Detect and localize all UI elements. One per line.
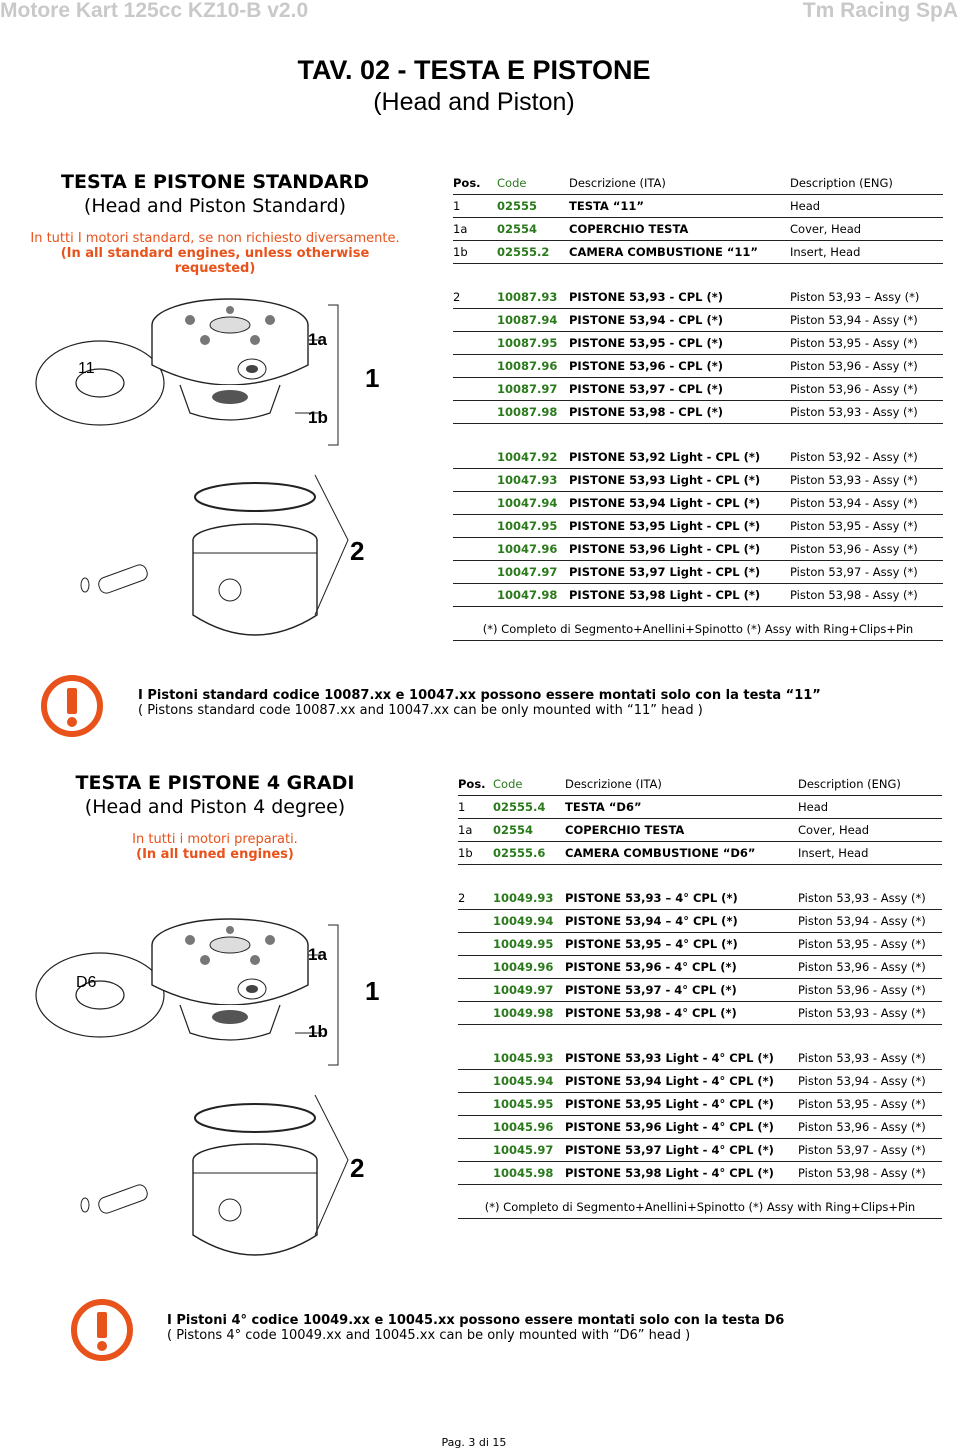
desc-eng-cell: Insert, Head [798,842,942,865]
desc-ita-cell: PISTONE 53,97 - 4° CPL (*) [565,979,798,1002]
header-left: Motore Kart 125cc KZ10-B v2.0 [0,0,309,22]
pos-cell [458,1070,493,1093]
pos-cell [458,1093,493,1116]
section-standard-table [453,172,943,607]
warning-ita: I Pistoni 4° codice 10049.xx e 10045.xx possono essere montati solo con la testa D6 [167,1313,785,1328]
section-standard-heading [20,171,410,276]
section-subtitle: (Head and Piston Standard) [83,195,347,217]
head-part-row [453,195,943,218]
desc-eng-cell: Piston 53,96 - Assy (*) [790,355,943,378]
piston-part-row [453,378,943,401]
code-cell: 10087.93 [497,286,569,309]
code-cell: 02555.2 [497,241,569,264]
callout-2: 2 [350,536,365,566]
desc-eng-cell: Piston 53,96 - Assy (*) [790,378,943,401]
pos-cell [453,469,497,492]
desc-eng-cell: Head [798,796,942,819]
desc-ita-cell: PISTONE 53,93 – 4° CPL (*) [565,887,798,910]
pos-cell [458,1162,493,1185]
page-title: TAV. 02 - TESTA E PISTONE [297,55,651,85]
desc-ita-cell: PISTONE 53,96 Light - 4° CPL (*) [565,1116,798,1139]
code-cell: 10049.93 [493,887,565,910]
desc-ita-cell: PISTONE 53,96 Light - CPL (*) [569,538,790,561]
pos-cell [453,378,497,401]
pos-cell: 1a [458,819,493,842]
piston-part-row [458,956,942,979]
pos-cell: 1 [453,195,497,218]
piston-part-row [453,584,943,607]
code-cell: 10087.94 [497,309,569,332]
code-cell: 02555 [497,195,569,218]
pos-cell [458,979,493,1002]
desc-ita-cell: PISTONE 53,98 - CPL (*) [569,401,790,424]
page-header [0,0,960,24]
combustion-insert-icon [180,385,280,420]
section-note-eng: (In all standard engines, unless otherwise requested) [60,246,370,276]
desc-eng-cell: Piston 53,93 - Assy (*) [798,887,942,910]
light-rows [458,1047,942,1185]
code-cell: 10049.96 [493,956,565,979]
footnote: (*) Completo di Segmento+Anellini+Spinotto (*) Assy with Ring+Clips+Pin [453,622,943,641]
pos-cell [453,584,497,607]
pos-cell [458,933,493,956]
desc-eng-cell: Piston 53,95 - Assy (*) [790,515,943,538]
piston-pin-icon [81,563,149,595]
desc-ita-cell: PISTONE 53,94 Light - CPL (*) [569,492,790,515]
section-subtitle: (Head and Piston 4 degree) [84,796,346,818]
code-cell: 02554 [493,819,565,842]
desc-eng-cell: Piston 53,93 - Assy (*) [790,401,943,424]
code-cell: 10087.95 [497,332,569,355]
desc-eng-cell: Piston 53,93 - Assy (*) [790,469,943,492]
code-cell: 10087.96 [497,355,569,378]
desc-ita-cell: PISTONE 53,95 Light - CPL (*) [569,515,790,538]
head-label: D6 [76,974,97,991]
section-note-ita: In tutti i motori preparati. [132,832,298,847]
callout-1: 1 [365,976,380,1006]
head-label: 11 [78,360,95,377]
piston-part-row [453,332,943,355]
pos-cell: 2 [453,286,497,309]
piston-part-row [453,401,943,424]
desc-eng-cell: Piston 53,94 - Assy (*) [790,309,943,332]
piston-part-row [453,355,943,378]
desc-ita-cell: PISTONE 53,92 Light - CPL (*) [569,446,790,469]
desc-ita-cell: PISTONE 53,93 Light - 4° CPL (*) [565,1047,798,1070]
code-cell: 10047.98 [497,584,569,607]
pos-cell: 2 [458,887,493,910]
code-cell: 10045.98 [493,1162,565,1185]
desc-eng-cell: Insert, Head [790,241,943,264]
desc-ita-cell: PISTONE 53,97 Light - CPL (*) [569,561,790,584]
pos-cell [453,515,497,538]
desc-eng-cell: Cover, Head [790,218,943,241]
pos-cell [453,355,497,378]
desc-ita-cell: COPERCHIO TESTA [569,218,790,241]
code-cell: 10045.96 [493,1116,565,1139]
piston-part-row [453,561,943,584]
code-cell: 02555.4 [493,796,565,819]
combustion-insert-icon [180,1005,280,1040]
section-note-eng: (In all tuned engines) [136,847,294,862]
desc-eng-cell: Piston 53,94 - Assy (*) [798,1070,942,1093]
pos-cell [453,309,497,332]
exclamation-icon [40,674,104,738]
pos-cell [453,332,497,355]
header-right: Tm Racing SpA [802,0,958,22]
piston-part-row [458,910,942,933]
code-cell: 10045.93 [493,1047,565,1070]
desc-ita-cell: PISTONE 53,97 Light - 4° CPL (*) [565,1139,798,1162]
cylinder-head-icon [152,919,308,1005]
exclamation-icon [70,1298,134,1362]
page-subtitle: (Head and Piston) [373,88,575,116]
piston-part-row [453,538,943,561]
desc-eng-cell: Piston 53,96 - Assy (*) [790,538,943,561]
pos-cell [458,1139,493,1162]
desc-eng-cell: Piston 53,94 - Assy (*) [790,492,943,515]
desc-ita-cell: PISTONE 53,93 Light - CPL (*) [569,469,790,492]
piston-icon [193,1104,317,1255]
desc-eng-cell: Head [790,195,943,218]
code-cell: 10049.94 [493,910,565,933]
piston-part-row [453,515,943,538]
desc-ita-cell: PISTONE 53,95 Light - 4° CPL (*) [565,1093,798,1116]
desc-ita-cell: CAMERA COMBUSTIONE “11” [569,241,790,264]
pos-cell: 1b [458,842,493,865]
desc-ita-cell: PISTONE 53,98 Light - CPL (*) [569,584,790,607]
pos-cell [458,956,493,979]
pos-cell [453,538,497,561]
code-cell: 10047.92 [497,446,569,469]
piston-part-row [458,1002,942,1025]
section-title: TESTA E PISTONE 4 GRADI [75,772,355,794]
desc-eng-cell: Piston 53,93 - Assy (*) [798,1047,942,1070]
desc-ita-cell: TESTA “D6” [565,796,798,819]
piston-part-row [458,933,942,956]
head-part-row [458,819,942,842]
desc-eng-cell: Piston 53,96 - Assy (*) [798,1116,942,1139]
code-cell: 10047.95 [497,515,569,538]
page-number: Pag. 3 di 15 [441,1436,507,1449]
head-ring-icon [36,341,164,425]
desc-ita-cell: PISTONE 53,93 - CPL (*) [569,286,790,309]
desc-eng-cell: Piston 53,98 - Assy (*) [798,1162,942,1185]
desc-eng-cell: Piston 53,96 - Assy (*) [798,979,942,1002]
section-title: TESTA E PISTONE STANDARD [61,171,369,193]
pos-cell [458,1047,493,1070]
piston-part-row [453,286,943,309]
desc-ita-cell: PISTONE 53,96 - CPL (*) [569,355,790,378]
desc-eng-cell: Piston 53,97 - Assy (*) [790,561,943,584]
footnote: (*) Completo di Segmento+Anellini+Spinotto (*) Assy with Ring+Clips+Pin [458,1200,942,1219]
pos-cell: 1b [453,241,497,264]
desc-ita-cell: COPERCHIO TESTA [565,819,798,842]
code-cell: 10047.97 [497,561,569,584]
warning-eng: ( Pistons 4° code 10049.xx and 10045.xx can be only mounted with “D6” head ) [167,1328,691,1343]
callout-2: 2 [350,1153,365,1183]
desc-ita-cell: PISTONE 53,96 - 4° CPL (*) [565,956,798,979]
desc-eng-cell: Piston 53,93 – Assy (*) [790,286,943,309]
desc-ita-cell: PISTONE 53,95 – 4° CPL (*) [565,933,798,956]
code-cell: 10045.97 [493,1139,565,1162]
pos-cell [453,446,497,469]
pos-cell: 1 [458,796,493,819]
pos-cell [458,1116,493,1139]
desc-eng-cell: Cover, Head [798,819,942,842]
desc-eng-cell: Piston 53,92 - Assy (*) [790,446,943,469]
piston-part-row [453,309,943,332]
callout-1b: 1b [308,408,328,427]
desc-ita-cell: PISTONE 53,94 - CPL (*) [569,309,790,332]
piston-part-row [458,979,942,1002]
desc-ita-cell: PISTONE 53,98 - 4° CPL (*) [565,1002,798,1025]
code-cell: 10047.93 [497,469,569,492]
warning-ita: I Pistoni standard codice 10087.xx e 10047.xx possono essere montati solo con la testa “11” [138,688,821,703]
table-header: Pos. Code Descrizione (ITA) Description (ENG) [453,172,943,195]
piston-part-row [458,1047,942,1070]
callout-1a: 1a [308,330,327,349]
piston-part-row [453,446,943,469]
code-cell: 10047.96 [497,538,569,561]
desc-ita-cell: PISTONE 53,94 – 4° CPL (*) [565,910,798,933]
desc-eng-cell: Piston 53,98 - Assy (*) [790,584,943,607]
head-part-row [453,241,943,264]
desc-eng-cell: Piston 53,94 - Assy (*) [798,910,942,933]
head-rows [458,796,942,865]
light-rows [453,446,943,607]
desc-eng-cell: Piston 53,96 - Assy (*) [798,956,942,979]
code-cell: 10047.94 [497,492,569,515]
pos-cell [458,910,493,933]
head-part-row [453,218,943,241]
pos-cell [453,492,497,515]
code-cell: 02555.6 [493,842,565,865]
head-ring-icon [36,953,164,1037]
desc-eng-cell: Piston 53,95 - Assy (*) [798,933,942,956]
head-part-row [458,842,942,865]
desc-eng-cell: Piston 53,95 - Assy (*) [790,332,943,355]
code-cell: 10045.94 [493,1070,565,1093]
desc-eng-cell: Piston 53,93 - Assy (*) [798,1002,942,1025]
piston-part-row [458,1070,942,1093]
section-tuned-illustration [30,905,430,1285]
warning-tuned [167,1313,947,1343]
code-cell: 10049.95 [493,933,565,956]
section-tuned-table [458,773,942,1185]
piston-rows [453,286,943,424]
desc-eng-cell: Piston 53,97 - Assy (*) [798,1139,942,1162]
section-tuned-heading [20,772,410,862]
piston-part-row [453,469,943,492]
callout-1b: 1b [308,1022,328,1041]
code-cell: 10049.98 [493,1002,565,1025]
code-cell: 10087.97 [497,378,569,401]
piston-pin-icon [81,1183,149,1215]
pos-cell [453,561,497,584]
desc-eng-cell: Piston 53,95 - Assy (*) [798,1093,942,1116]
callout-1: 1 [365,363,380,393]
head-part-row [458,796,942,819]
desc-ita-cell: PISTONE 53,95 - CPL (*) [569,332,790,355]
section-standard-illustration [30,285,430,665]
table-header: Pos. Code Descrizione (ITA) Description (ENG) [458,773,942,796]
piston-part-row [453,492,943,515]
pos-cell [453,401,497,424]
piston-rows [458,887,942,1025]
desc-ita-cell: PISTONE 53,98 Light - 4° CPL (*) [565,1162,798,1185]
code-cell: 10045.95 [493,1093,565,1116]
piston-part-row [458,1093,942,1116]
pos-cell: 1a [453,218,497,241]
code-cell: 10087.98 [497,401,569,424]
piston-part-row [458,1116,942,1139]
piston-icon [193,483,317,635]
desc-ita-cell: TESTA “11” [569,195,790,218]
warning-eng: ( Pistons standard code 10087.xx and 10047.xx can be only mounted with “11” head ) [138,703,703,718]
pos-cell [458,1002,493,1025]
piston-part-row [458,887,942,910]
cylinder-head-icon [152,299,308,385]
callout-1a: 1a [308,945,327,964]
code-cell: 02554 [497,218,569,241]
section-note-ita: In tutti I motori standard, se non richiesto diversamente. [30,231,400,246]
desc-ita-cell: PISTONE 53,97 - CPL (*) [569,378,790,401]
piston-part-row [458,1162,942,1185]
piston-part-row [458,1139,942,1162]
code-cell: 10049.97 [493,979,565,1002]
warning-standard [138,688,938,718]
head-rows [453,195,943,264]
desc-ita-cell: CAMERA COMBUSTIONE “D6” [565,842,798,865]
desc-ita-cell: PISTONE 53,94 Light - 4° CPL (*) [565,1070,798,1093]
